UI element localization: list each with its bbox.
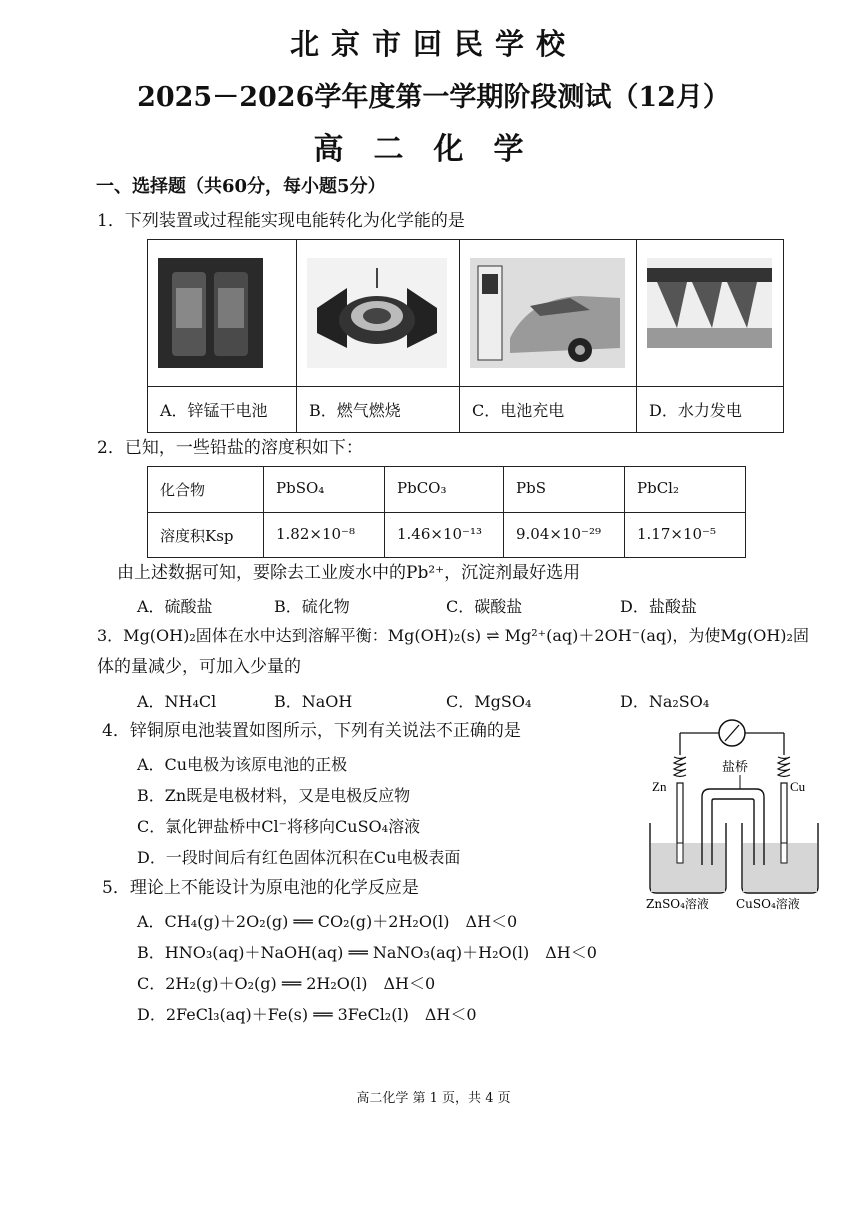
gas-burner-photo (307, 258, 447, 368)
option-cell-c[interactable] (460, 240, 637, 432)
question-1-stem: 1．下列装置或过程能实现电能转化为化学能的是 (97, 211, 465, 231)
question-4-stem: 4．锌铜原电池装置如图所示，下列有关说法不正确的是 (102, 721, 521, 741)
question-3-stem-line2: 体的量减少，可加入少量的 (97, 657, 301, 677)
table-header: PbSO₄ (276, 479, 325, 497)
table-cell: 1.17×10⁻⁵ (637, 525, 716, 543)
q4-option-a[interactable]: A．Cu电极为该原电池的正极 (137, 755, 348, 774)
table-cell: 1.82×10⁻⁸ (276, 525, 355, 543)
question-3-stem-line1: 3．Mg(OH)₂固体在水中达到溶解平衡：Mg(OH)₂(s) ⇌ Mg²⁺(aq)＋2OH⁻(aq)，为使Mg(OH)₂固 (97, 626, 809, 645)
q4-option-b[interactable]: B．Zn既是电极材料，又是电极反应物 (137, 786, 411, 805)
option-d-label: D．水力发电 (649, 401, 742, 420)
option-cell-a[interactable] (148, 240, 297, 432)
option-b-label: B．燃气燃烧 (309, 401, 401, 420)
table-cell: 9.04×10⁻²⁹ (516, 525, 601, 543)
q5-option-c[interactable]: C．2H₂(g)＋O₂(g) ══ 2H₂O(l) ΔH＜0 (137, 974, 436, 993)
option-cell-b[interactable] (297, 240, 460, 432)
option-c-label: C．电池充电 (472, 401, 565, 420)
salt-bridge-label: 盐桥 (722, 760, 749, 775)
dry-cell-photo (158, 258, 263, 368)
ev-charging-photo (470, 258, 625, 368)
q2-option-c[interactable]: C．碳酸盐 (446, 597, 523, 616)
ksp-table (147, 466, 746, 558)
table-header: PbCl₂ (637, 479, 679, 497)
question-1-image-table (147, 239, 784, 433)
galvanic-cell-diagram (640, 715, 820, 910)
zn-label: Zn (652, 779, 667, 794)
exam-title: 2025－2026学年度第一学期阶段测试（12月） (137, 82, 730, 113)
q3-option-d[interactable]: D．Na₂SO₄ (620, 692, 710, 711)
table-cell: 1.46×10⁻¹³ (397, 525, 482, 543)
table-header: PbS (516, 479, 546, 497)
school-name: 北京市回民学校 (289, 27, 577, 61)
q5-option-d[interactable]: D．2FeCl₃(aq)＋Fe(s) ══ 3FeCl₂(l) ΔH＜0 (137, 1005, 477, 1024)
table-row-label: 溶度积Ksp (160, 527, 234, 545)
question-2-stem: 2．已知，一些铅盐的溶度积如下： (97, 438, 363, 458)
question-5-stem: 5．理论上不能设计为原电池的化学反应是 (102, 878, 419, 898)
znso4-label: ZnSO₄溶液 (646, 897, 709, 910)
section-title: 一、选择题（共60分，每小题5分） (96, 176, 386, 197)
table-header: PbCO₃ (397, 479, 447, 497)
q5-option-b[interactable]: B．HNO₃(aq)＋NaOH(aq) ══ NaNO₃(aq)＋H₂O(l) ΔH＜0 (137, 943, 597, 962)
option-a-label: A．锌锰干电池 (160, 401, 268, 420)
q4-option-c[interactable]: C．氯化钾盐桥中Cl⁻将移向CuSO₄溶液 (137, 817, 421, 836)
cuso4-label: CuSO₄溶液 (736, 897, 800, 910)
page-footer: 高二化学 第 1 页，共 4 页 (356, 1091, 511, 1106)
subject-title: 高二化学 (313, 132, 554, 167)
q4-option-d[interactable]: D．一段时间后有红色固体沉积在Cu电极表面 (137, 848, 461, 867)
cu-label: Cu (790, 779, 806, 794)
q5-option-a[interactable]: A．CH₄(g)＋2O₂(g) ══ CO₂(g)＋2H₂O(l) ΔH＜0 (137, 912, 518, 931)
hydropower-photo (647, 258, 772, 348)
q2-option-d[interactable]: D．盐酸盐 (620, 597, 697, 616)
q3-option-a[interactable]: A．NH₄Cl (137, 692, 217, 711)
table-header: 化合物 (160, 481, 206, 499)
q2-option-a[interactable]: A．硫酸盐 (137, 597, 213, 616)
q3-option-b[interactable]: B．NaOH (274, 692, 353, 711)
q2-option-b[interactable]: B．硫化物 (274, 597, 350, 616)
question-2-follow: 由上述数据可知，要除去工业废水中的Pb²⁺，沉淀剂最好选用 (117, 563, 581, 583)
option-cell-d[interactable] (637, 240, 785, 432)
q3-option-c[interactable]: C．MgSO₄ (446, 692, 532, 711)
